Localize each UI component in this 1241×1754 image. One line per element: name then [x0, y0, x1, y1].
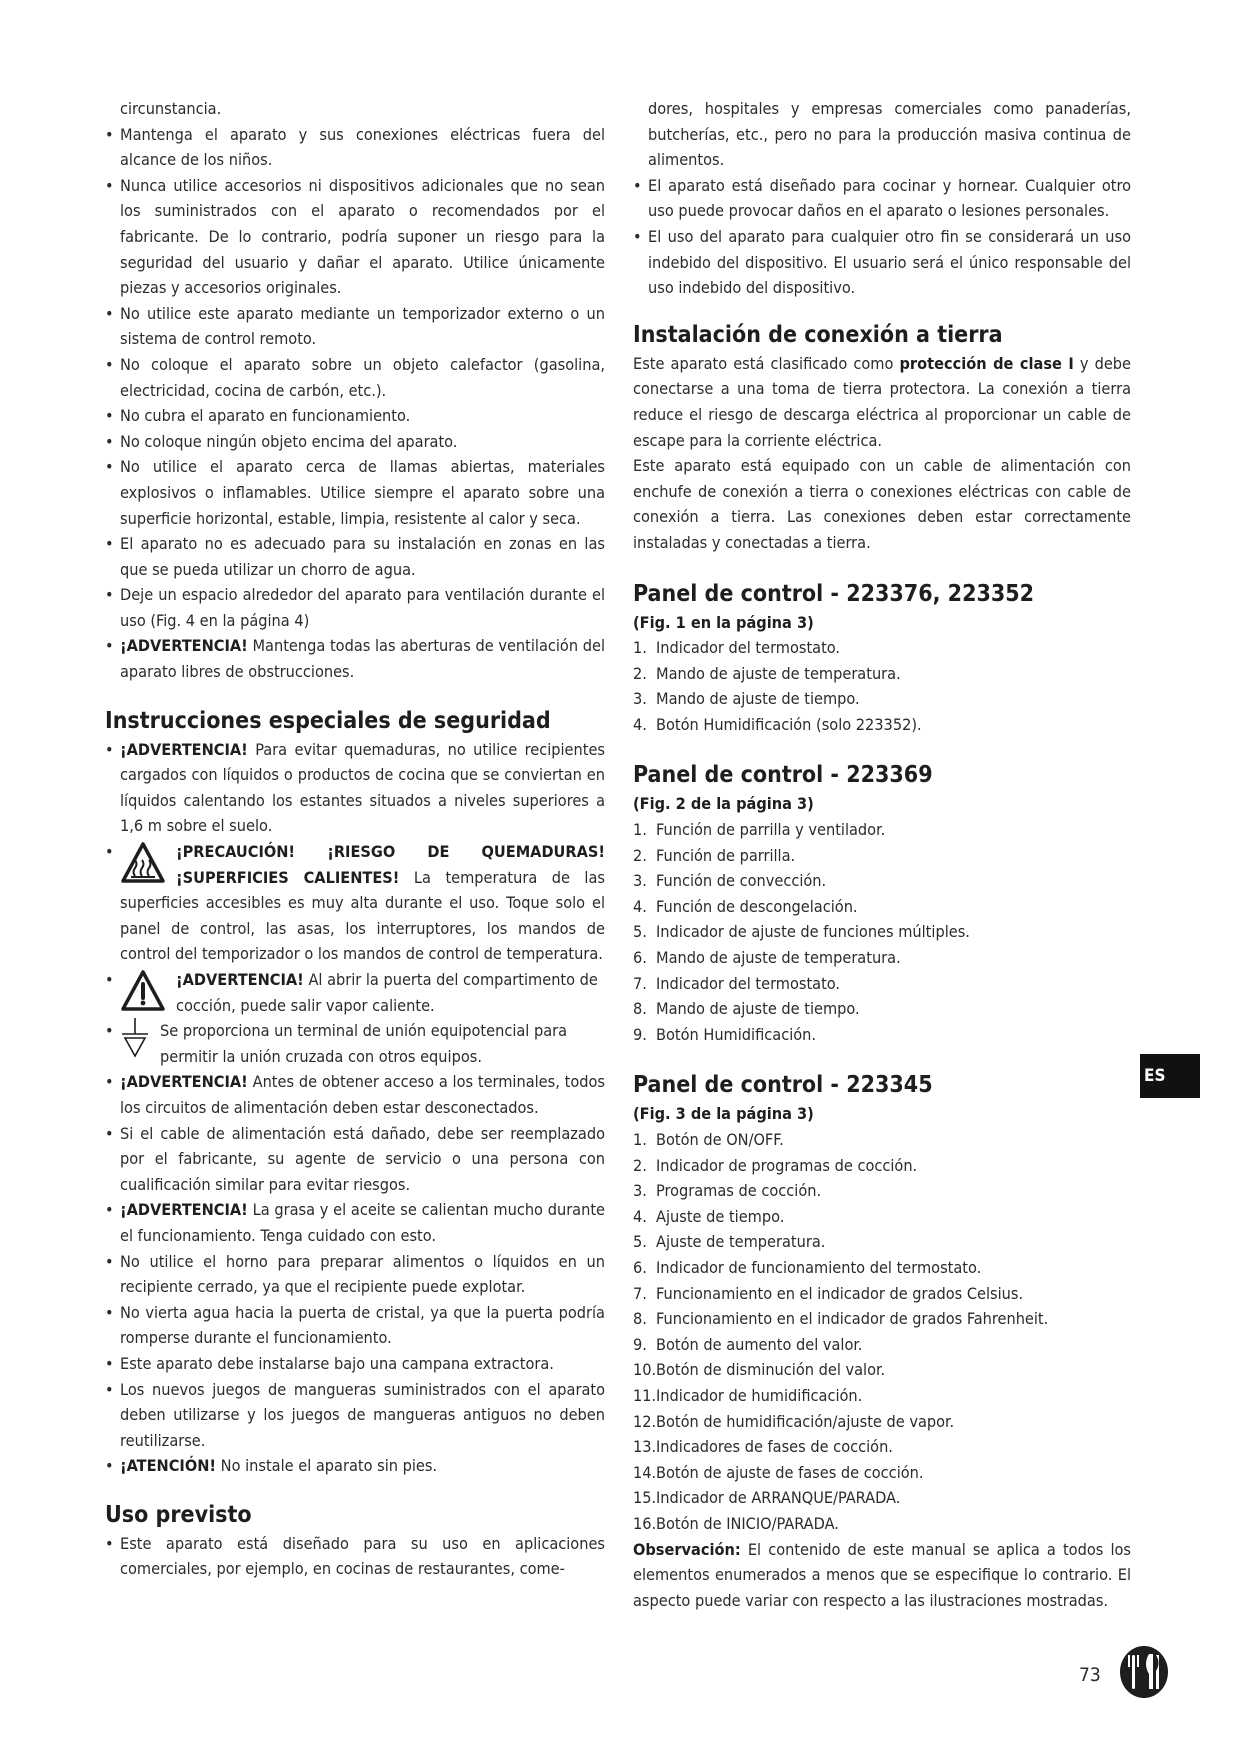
- observation-note: [633, 1537, 1131, 1614]
- list-item: [633, 945, 1131, 971]
- list-item: [633, 1306, 1131, 1332]
- caution-hot-surfaces: [105, 839, 605, 967]
- item-number: 4.: [633, 714, 647, 734]
- warning-text: Para evitar quemaduras, no utilice recipientes cargados con líquidos o productos de cocina que se conviertan en líquidos calentando los estantes situados a niveles superiores a 1,6 m sobre el suelo.: [120, 739, 605, 836]
- panel-1-list: [633, 635, 1131, 737]
- list-item: • No cubra el aparato en funcionamiento.: [105, 403, 605, 429]
- item-number: 13.: [633, 1437, 657, 1457]
- item-number: 6.: [633, 1257, 647, 1277]
- grounding-text: y debe conectarse a una toma de tierra protectora. La conexión a tierra reduce el riesgo de descarga eléctrica al proporcionar un cable de escape para la corriente eléctrica.: [633, 353, 1131, 450]
- list-item: [633, 1511, 1131, 1537]
- item-text: Botón Humidificación (solo 223352).: [656, 714, 922, 734]
- item-number: 7.: [633, 1283, 647, 1303]
- list-item: [633, 996, 1131, 1022]
- list-item: [633, 1281, 1131, 1307]
- list-item: • Mantenga el aparato y sus conexiones eléctricas fuera del alcance de los niños.: [105, 122, 605, 173]
- list-item: [633, 868, 1131, 894]
- item-text: Indicador de programas de cocción.: [656, 1155, 918, 1175]
- warning-text: Mantenga todas las aberturas de ventilación del aparato libres de obstrucciones.: [120, 636, 605, 682]
- warning-ventilation: [105, 633, 605, 684]
- list-item: [633, 1357, 1131, 1383]
- caution-text: La temperatura de las superficies accesibles es muy alta durante el uso. Toque solo el panel de control, las asas, los interruptores, los mandos de control del temporizador o los mandos de control de temperatura.: [120, 867, 605, 964]
- figure-reference: (Fig. 3 de la página 3): [633, 1104, 814, 1124]
- item-text: Botón de humidificación/ajuste de vapor.: [656, 1411, 955, 1431]
- hot-surface-warning-icon: [120, 841, 166, 889]
- list-item: [633, 686, 1131, 712]
- list-item: [633, 817, 1131, 843]
- warning-triangle-icon: [120, 969, 166, 1017]
- warning-burns: [105, 737, 605, 839]
- list-item: [633, 1332, 1131, 1358]
- item-number: 5.: [633, 922, 647, 942]
- item-number: 2.: [633, 663, 647, 683]
- item-number: 1.: [633, 820, 647, 840]
- list-item: [633, 1022, 1131, 1048]
- list-item: • Deje un espacio alrededor del aparato para ventilación durante el uso (Fig. 4 en la página 4): [105, 582, 605, 633]
- list-item: [633, 1178, 1131, 1204]
- list-item: • No coloque el aparato sobre un objeto calefactor (gasolina, electricidad, cocina de carbón, etc.).: [105, 352, 605, 403]
- item-number: 9.: [633, 1024, 647, 1044]
- item-text: Indicador de ajuste de funciones múltiples.: [656, 922, 970, 942]
- equipotential-note: [105, 1018, 605, 1069]
- item-number: 15.: [633, 1488, 657, 1508]
- warning-label: ¡ADVERTENCIA!: [176, 970, 304, 989]
- grounding-paragraph-1: [633, 351, 1131, 453]
- list-item: [633, 1434, 1131, 1460]
- warning-text: Antes de obtener acceso a los terminales, todos los circuitos de alimentación deben estar desconectados.: [120, 1072, 606, 1117]
- item-text: Botón Humidificación.: [656, 1024, 817, 1044]
- equipotential-text: Se proporciona un terminal de unión equipotencial para permitir la unión cruzada con otros equipos.: [160, 1021, 568, 1066]
- intended-use-continuation: dores, hospitales y empresas comerciales como panaderías, butcherías, etc., pero no para la producción masiva continua de alimentos.: [648, 99, 1131, 170]
- item-text: Funcionamiento en el indicador de grados Celsius.: [656, 1283, 1024, 1303]
- caution-label: ¡PRECAUCIÓN! ¡RIESGO DE QUEMADURAS! ¡SUPERFICIES CALIENTES!: [176, 842, 605, 887]
- warning-label: ¡ADVERTENCIA!: [120, 739, 248, 759]
- list-item: [633, 1229, 1131, 1255]
- figure-reference: (Fig. 2 de la página 3): [633, 794, 814, 814]
- item-number: 5.: [633, 1232, 647, 1252]
- item-text: Mando de ajuste de temperatura.: [656, 663, 901, 683]
- item-text: Función de descongelación.: [656, 896, 858, 916]
- item-number: 2.: [633, 1155, 647, 1175]
- list-item: • Este aparato está diseñado para su uso en aplicaciones comerciales, por ejemplo, en cocinas de restaurantes, come-: [105, 1531, 605, 1582]
- item-number: 11.: [633, 1385, 657, 1405]
- warning-label: ¡ADVERTENCIA!: [120, 1072, 248, 1092]
- item-number: 3.: [633, 1181, 647, 1201]
- item-number: 1.: [633, 638, 647, 658]
- list-item: [633, 843, 1131, 869]
- section-title-panel-3: Panel de control - 223345: [633, 1072, 933, 1099]
- list-item: [633, 1409, 1131, 1435]
- list-item: [633, 1383, 1131, 1409]
- grounding-paragraph-2: Este aparato está equipado con un cable de alimentación con enchufe de conexión a tierra o conexiones eléctricas con cable de conexión a tierra. Las conexiones deben estar correctamente instaladas y conectadas a tierra.: [633, 456, 1131, 552]
- item-text: Función de parrilla y ventilador.: [656, 820, 886, 840]
- warning-text: La grasa y el aceite se calientan mucho durante el funcionamiento. Tenga cuidado con esto.: [120, 1200, 606, 1245]
- item-text: Mando de ajuste de tiempo.: [656, 689, 860, 709]
- item-text: Función de parrilla.: [656, 845, 796, 865]
- attention-text: No instale el aparato sin pies.: [220, 1456, 438, 1476]
- cutlery-logo-icon: [1119, 1645, 1169, 1699]
- item-number: 10.: [633, 1360, 657, 1380]
- panel-2-list: [633, 817, 1131, 1047]
- language-tab: ES: [1140, 1054, 1200, 1098]
- item-text: Función de convección.: [656, 871, 827, 891]
- list-item: • No utilice este aparato mediante un temporizador externo o un sistema de control remoto.: [105, 301, 605, 352]
- item-number: 9.: [633, 1334, 647, 1354]
- list-item: [633, 1255, 1131, 1281]
- list-item: • El uso del aparato para cualquier otro fin se considerará un uso indebido del dispositivo. El usuario será el único responsable del uso indebido del dispositivo.: [633, 224, 1131, 301]
- item-text: Indicador del termostato.: [656, 973, 841, 993]
- item-text: Botón de aumento del valor.: [656, 1334, 863, 1354]
- equipotential-icon: [120, 1018, 150, 1062]
- item-text: Programas de cocción.: [656, 1181, 822, 1201]
- item-number: 8.: [633, 999, 647, 1019]
- section-title-intended-use: Uso previsto: [105, 1501, 252, 1528]
- figure-reference: (Fig. 1 en la página 3): [633, 612, 814, 632]
- list-item: [633, 1485, 1131, 1511]
- item-text: Botón de INICIO/PARADA.: [656, 1513, 839, 1533]
- list-item: [633, 635, 1131, 661]
- observation-label: Observación:: [633, 1539, 741, 1559]
- observation-text: El contenido de este manual se aplica a todos los elementos enumerados a menos que se especifique lo contrario. El aspecto puede variar con respecto a las ilustraciones mostradas.: [633, 1539, 1132, 1610]
- item-text: Mando de ajuste de tiempo.: [656, 999, 860, 1019]
- list-item: [633, 661, 1131, 687]
- list-item: [633, 712, 1131, 738]
- attention-feet: [105, 1453, 605, 1479]
- section-title-panel-1: Panel de control - 223376, 223352: [633, 580, 1035, 607]
- warning-label: ¡ADVERTENCIA!: [120, 636, 248, 656]
- section-title-panel-2: Panel de control - 223369: [633, 762, 933, 789]
- item-number: 16.: [633, 1513, 657, 1533]
- list-item: • Si el cable de alimentación está dañado, debe ser reemplazado por el fabricante, su agente de servicio o una persona con cualificación similar para evitar riesgos.: [105, 1121, 605, 1198]
- item-text: Ajuste de temperatura.: [656, 1232, 826, 1252]
- item-text: Indicador de funcionamiento del termostato.: [656, 1257, 982, 1277]
- list-item: • El aparato está diseñado para cocinar y hornear. Cualquier otro uso puede provocar daños en el aparato o lesiones personales.: [633, 173, 1131, 224]
- item-number: 6.: [633, 948, 647, 968]
- right-column: [633, 96, 1131, 1613]
- item-number: 12.: [633, 1411, 657, 1431]
- list-item: • Nunca utilice accesorios ni dispositivos adicionales que no sean los suministrados con el aparato o recomendados por el fabricante. De lo contrario, podría suponer un riesgo para la seguridad del usuario y dañar el aparato. Utilice únicamente piezas y accesorios originales.: [105, 173, 605, 301]
- item-text: Indicadores de fases de cocción.: [656, 1437, 893, 1457]
- section-title-grounding: Instalación de conexión a tierra: [633, 321, 1003, 348]
- list-item: [633, 919, 1131, 945]
- item-text: Indicador de humidificación.: [656, 1385, 863, 1405]
- item-text: Funcionamiento en el indicador de grados Fahrenheit.: [656, 1309, 1049, 1329]
- item-text: Botón de disminución del valor.: [656, 1360, 886, 1380]
- left-column: [105, 96, 605, 1582]
- protection-class: protección de clase I: [899, 353, 1074, 373]
- section-title-safety: Instrucciones especiales de seguridad: [105, 707, 551, 734]
- grounding-text: Este aparato está clasificado como: [633, 353, 894, 373]
- list-item: [633, 894, 1131, 920]
- list-item: • Los nuevos juegos de mangueras suministrados con el aparato deben utilizarse y los juegos de mangueras antiguos no deben reutilizarse.: [105, 1377, 605, 1454]
- item-number: 4.: [633, 896, 647, 916]
- item-text: Mando de ajuste de temperatura.: [656, 948, 901, 968]
- warning-text: Al abrir la puerta del compartimento de cocción, puede salir vapor caliente.: [176, 970, 598, 1015]
- item-number: 1.: [633, 1130, 647, 1149]
- item-number: 7.: [633, 973, 647, 993]
- item-text: Botón de ajuste de fases de cocción.: [656, 1462, 924, 1482]
- list-item: [633, 1127, 1131, 1153]
- list-item: [633, 1204, 1131, 1230]
- list-item: • No coloque ningún objeto encima del aparato.: [105, 429, 605, 455]
- warning-terminals: [105, 1069, 605, 1120]
- panel-3-list: [633, 1127, 1131, 1537]
- warning-label: ¡ADVERTENCIA!: [120, 1200, 248, 1220]
- warning-steam: [105, 967, 605, 1018]
- item-text: Botón de ON/OFF.: [656, 1130, 784, 1149]
- item-text: Indicador de ARRANQUE/PARADA.: [656, 1488, 901, 1508]
- item-number: 3.: [633, 871, 647, 891]
- list-item: [633, 971, 1131, 997]
- list-item: • Este aparato debe instalarse bajo una campana extractora.: [105, 1351, 605, 1377]
- item-number: 14.: [633, 1462, 657, 1482]
- attention-label: ¡ATENCIÓN!: [120, 1456, 217, 1476]
- item-number: 8.: [633, 1309, 647, 1329]
- list-item: • No vierta agua hacia la puerta de cristal, ya que la puerta podría romperse durante el funcionamiento.: [105, 1300, 605, 1351]
- list-item: • No utilice el horno para preparar alimentos o líquidos en un recipiente cerrado, ya que el recipiente puede explotar.: [105, 1249, 605, 1300]
- intro-continuation: circunstancia.: [120, 99, 222, 118]
- warning-grease: [105, 1197, 605, 1248]
- list-item: [633, 1460, 1131, 1486]
- item-text: Ajuste de tiempo.: [656, 1206, 785, 1226]
- item-number: 3.: [633, 689, 647, 709]
- item-text: Indicador del termostato.: [656, 638, 841, 658]
- page-number: 73: [1079, 1664, 1101, 1686]
- list-item: • No utilice el aparato cerca de llamas abiertas, materiales explosivos o inflamables. Utilice siempre el aparato sobre una superficie horizontal, estable, limpia, resistente al calor y seca.: [105, 454, 605, 531]
- list-item: • El aparato no es adecuado para su instalación en zonas en las que se pueda utilizar un chorro de agua.: [105, 531, 605, 582]
- item-number: 4.: [633, 1206, 647, 1226]
- item-number: 2.: [633, 845, 647, 865]
- list-item: [633, 1153, 1131, 1179]
